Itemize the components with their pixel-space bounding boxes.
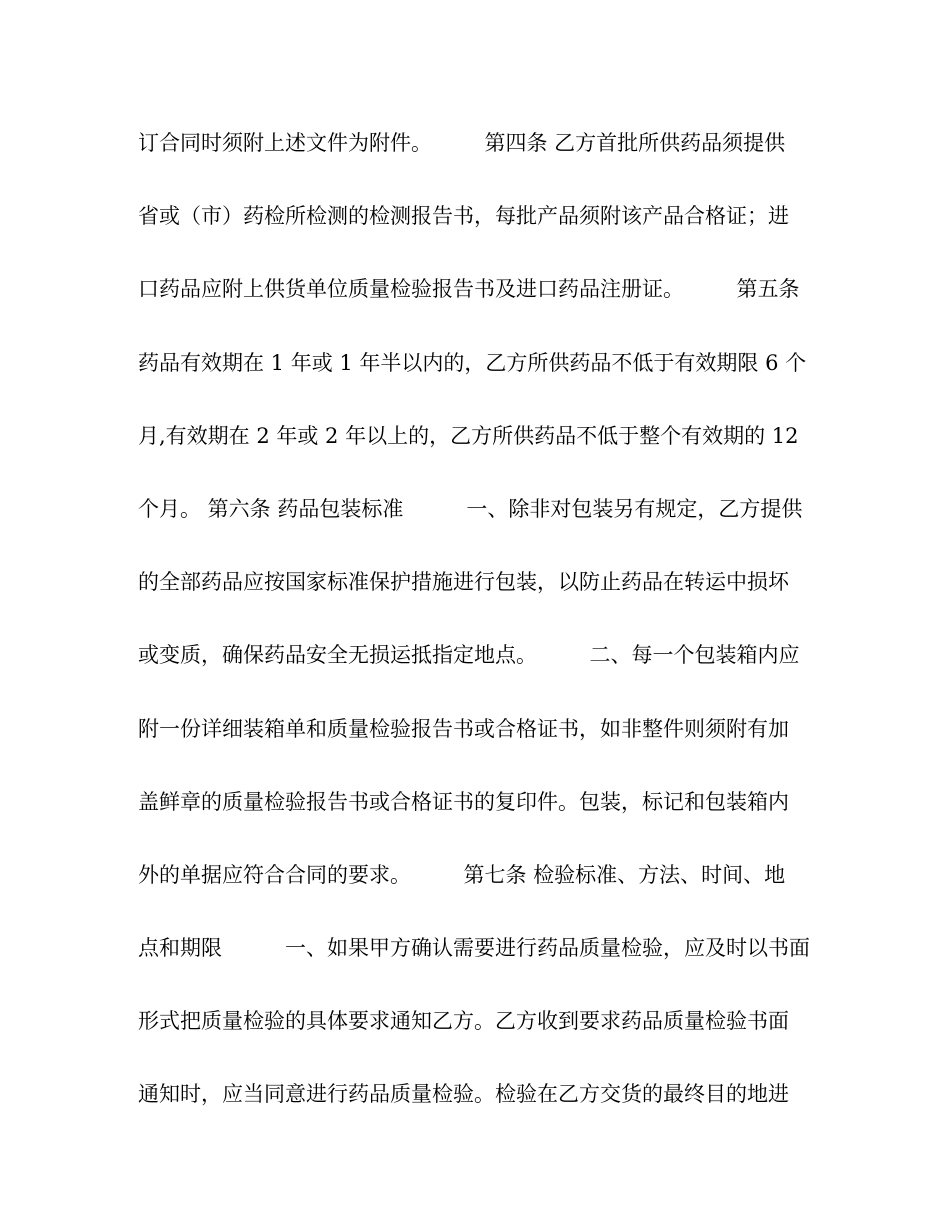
text-line: 省或（市）药检所检测的检测报告书，每批产品须附该产品合格证；进 [138,204,789,229]
text-line: 个月。 第六条 药品包装标准 一、除非对包装另有规定，乙方提供 [138,496,803,521]
text-line: 点和期限 一、如果甲方确认需要进行药品质量检验，应及时以书面 [138,936,810,961]
text-line: 通知时，应当同意进行药品质量检验。检验在乙方交货的最终目的地进 [138,1082,789,1107]
text-line: 形式把质量检验的具体要求通知乙方。乙方收到要求药品质量检验书面 [138,1009,789,1034]
text-line: 月,有效期在 2 年或 2 年以上的，乙方所供药品不低于整个有效期的 12 [138,423,799,448]
text-line: 外的单据应符合合同的要求。 第七条 检验标准、方法、时间、地 [138,862,786,887]
text-line: 订合同时须附上述文件为附件。 第四条 乙方首批所供药品须提供 [138,131,786,155]
text-line: 盖鲜章的质量检验报告书或合格证书的复印件。包装，标记和包装箱内 [138,789,789,814]
document-body [138,120,818,1145]
text-line: 附一份详细装箱单和质量检验报告书或合格证书，如非整件则须附有加 [138,716,789,741]
text-line: 药品有效期在 1 年或 1 年半以内的，乙方所供药品不低于有效期限 6 个 [138,350,807,375]
text-line: 或变质，确保药品安全无损运抵指定地点。 二、每一个包装箱内应 [138,643,800,668]
text-line: 口药品应附上供货单位质量检验报告书及进口药品注册证。 第五条 [138,277,800,302]
text-line: 的全部药品应按国家标准保护措施进行包装，以防止药品在转运中损坏 [138,570,789,595]
